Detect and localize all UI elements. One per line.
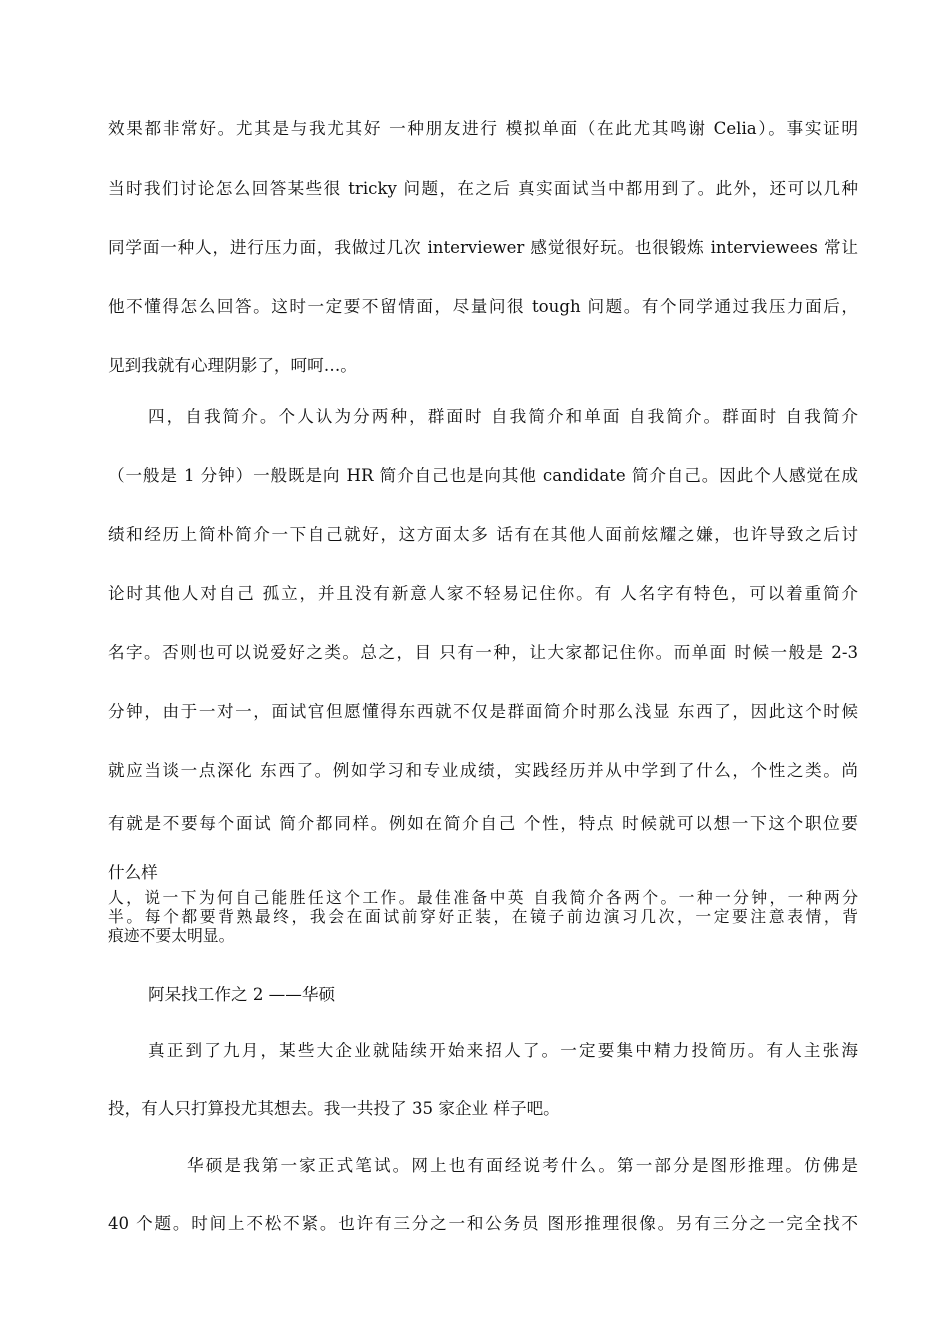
text-line: 就应当谈一点深化 东西了。例如学习和专业成绩，实践经历并从中学到了什么，个性之类。尚 (108, 761, 858, 780)
section-heading: 阿呆找工作之 2 ——华硕 (148, 985, 336, 1004)
text-line: 半。每个都要背熟最终，我会在面试前穿好正装，在镜子前边演习几次，一定要注意表情，背 (108, 907, 858, 926)
text-line: （一般是 1 分钟）一般既是向 HR 简介自己也是向其他 candidate 简介自己。因此个人感觉在成 (108, 466, 858, 485)
text-line: 论时其他人对自己 孤立，并且没有新意人家不轻易记住你。有 人名字有特色，可以着重简介 (108, 584, 858, 603)
text-line: 他不懂得怎么回答。这时一定要不留情面，尽量问很 tough 问题。有个同学通过我压力面后， (108, 297, 858, 316)
text-line: 效果都非常好。尤其是与我尤其好 一种朋友进行 模拟单面（在此尤其鸣谢 Celia）。事实证明 (108, 119, 858, 138)
text-line: 华硕是我第一家正式笔试。网上也有面经说考什么。第一部分是图形推理。仿佛是 (187, 1156, 858, 1175)
text-line: 分钟，由于一对一，面试官但愿懂得东西就不仅是群面简介时那么浅显 东西了，因此这个时候 (108, 702, 858, 721)
text-line: 人，说一下为何自己能胜任这个工作。最佳准备中英 自我简介各两个。一种一分钟，一种两分 (108, 888, 858, 907)
text-line: 当时我们讨论怎么回答某些很 tricky 问题，在之后 真实面试当中都用到了。此外，还可以几种 (108, 179, 858, 198)
text-line: 投，有人只打算投尤其想去。我一共投了 35 家企业 样子吧。 (108, 1099, 560, 1118)
text-line: 痕迹不要太明显。 (108, 926, 235, 945)
text-line: 名字。否则也可以说爱好之类。总之，目 只有一种，让大家都记住你。而单面 时候一般是 2-3 (108, 643, 858, 662)
text-line: 40 个题。时间上不松不紧。也许有三分之一和公务员 图形推理很像。另有三分之一完全找不 (108, 1214, 858, 1233)
text-line: 真正到了九月，某些大企业就陆续开始来招人了。一定要集中精力投简历。有人主张海 (148, 1041, 858, 1060)
text-line: 四，自我简介。个人认为分两种，群面时 自我简介和单面 自我简介。群面时 自我简介 (148, 407, 858, 426)
text-line: 有就是不要每个面试 简介都同样。例如在简介自己 个性，特点 时候就可以想一下这个职位要 (108, 814, 858, 833)
text-line: 绩和经历上简朴简介一下自己就好，这方面太多 话有在其他人面前炫耀之嫌，也许导致之后讨 (108, 525, 858, 544)
text-line: 什么样 (108, 863, 158, 882)
text-line: 同学面一种人，进行压力面，我做过几次 interviewer 感觉很好玩。也很锻炼 interviewees 常让 (108, 238, 858, 257)
text-line: 见到我就有心理阴影了，呵呵…。 (108, 356, 357, 375)
